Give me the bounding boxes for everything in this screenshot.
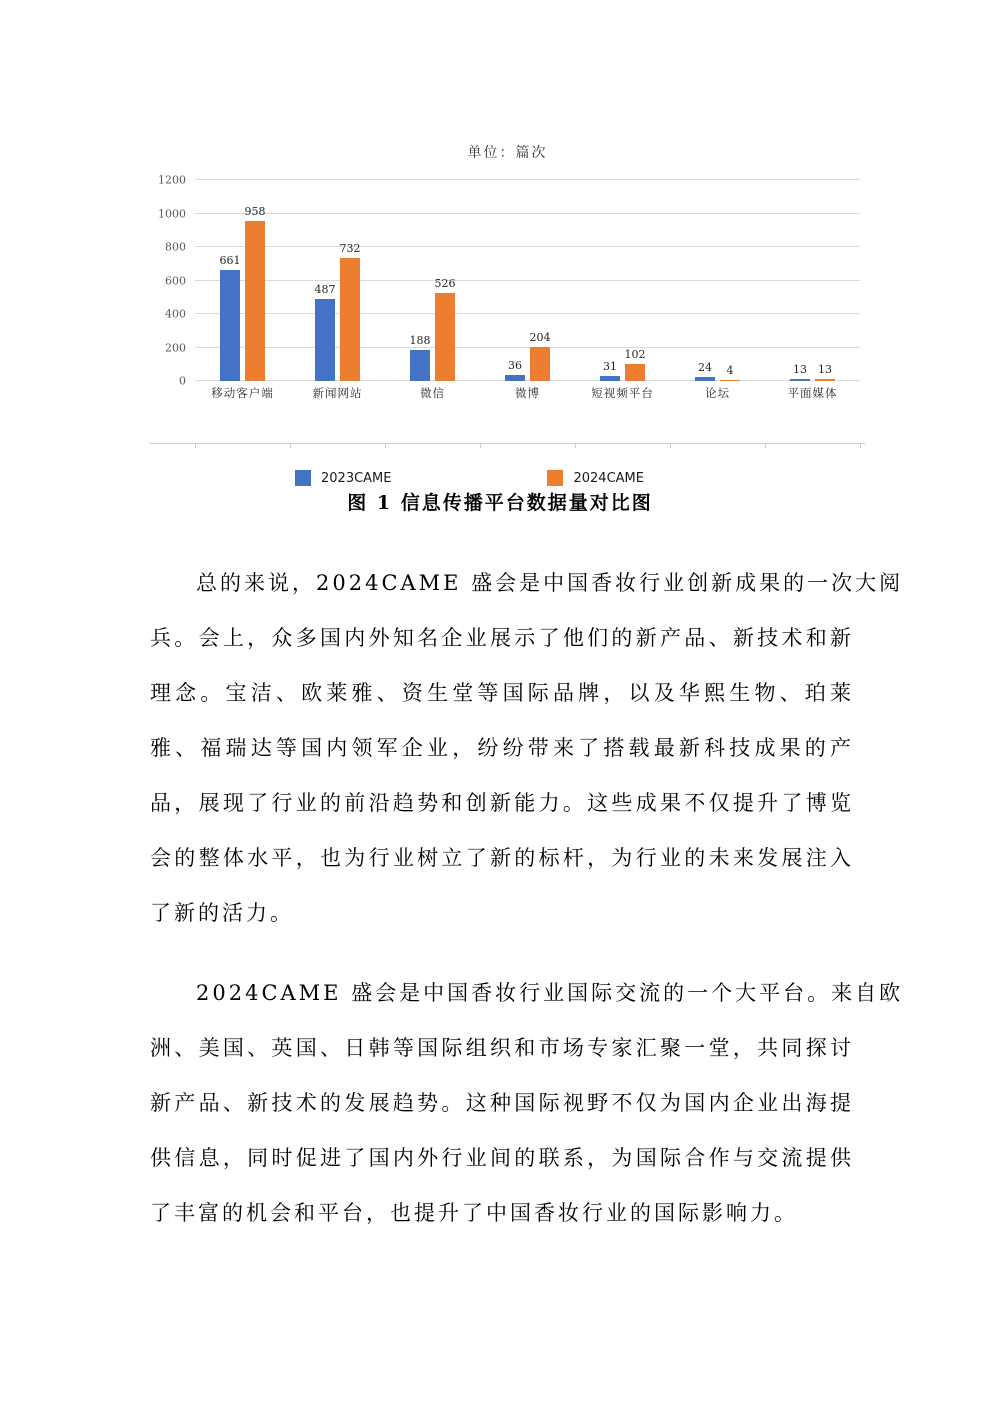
y-tick-label: 1000 (158, 207, 186, 220)
x-axis-tick (765, 443, 766, 448)
bar-value-label: 204 (529, 330, 551, 344)
bar-2023CAME (790, 362, 810, 381)
text-line: 了丰富的机会和平台，也提升了中国香妆行业的国际影响力。 (150, 1201, 798, 1225)
x-axis-tick (290, 443, 291, 448)
bar-value-label: 188 (409, 333, 431, 347)
legend-swatch (547, 470, 563, 486)
x-axis-label: 短视频平台 (591, 386, 654, 400)
x-axis-tick (670, 443, 671, 448)
bar-group (385, 180, 480, 381)
x-axis-tick (575, 443, 576, 448)
bar-2023CAME (314, 283, 336, 381)
y-axis (150, 173, 190, 388)
bar-value-label: 13 (793, 362, 807, 376)
bar-value-label: 102 (624, 347, 646, 361)
y-tick-label: 200 (165, 341, 186, 355)
bar-value-label: 526 (434, 276, 456, 290)
bar-2024CAME (244, 204, 266, 381)
bar-value-label: 4 (726, 364, 734, 378)
bar-value-label: 732 (339, 242, 361, 256)
bar-group (670, 180, 765, 381)
x-axis-tick (480, 443, 481, 448)
bar-2024CAME (434, 276, 456, 381)
y-tick-label: 400 (165, 307, 186, 321)
bar-value-label: 31 (603, 359, 617, 373)
bar-2023CAME (600, 359, 620, 381)
x-axis-label: 移动客户端 (211, 386, 274, 400)
text-line: 理念。宝洁、欧莱雅、资生堂等国际品牌，以及华熙生物、珀莱 (150, 681, 854, 705)
bar-2023CAME (695, 360, 715, 381)
plot-area (195, 180, 860, 381)
paragraph-1 (150, 556, 904, 941)
x-axis-label: 平面媒体 (787, 386, 838, 400)
text-line: 洲、美国、英国、日韩等国际组织和市场专家汇聚一堂，共同探讨 (150, 1036, 854, 1060)
text-line: 新产品、新技术的发展趋势。这种国际视野不仅为国内企业出海提 (150, 1091, 854, 1115)
bar-value-label: 24 (698, 360, 712, 374)
legend-label: 2023CAME (321, 470, 392, 486)
x-axis-label: 微博 (515, 386, 540, 400)
bar-value-label: 13 (818, 362, 832, 376)
legend-item-2023CAME (295, 470, 391, 486)
bar-group (480, 180, 575, 381)
x-axis-label: 论坛 (705, 386, 730, 400)
bar-value-label: 661 (219, 254, 241, 268)
bar-2024CAME (720, 364, 740, 381)
y-tick-label: 600 (165, 274, 186, 287)
bar-2024CAME (339, 242, 361, 381)
chart-legend (295, 470, 644, 486)
text-line: 2024CAME 盛会是中国香妆行业国际交流的一个大平台。来自欧 (196, 981, 904, 1005)
bar-groups (195, 180, 860, 381)
text-line: 了新的活力。 (150, 901, 294, 925)
x-axis-tick (385, 443, 386, 448)
text-line: 雅、福瑞达等国内领军企业，纷纷带来了搭载最新科技成果的产 (150, 736, 854, 760)
text-line: 供信息，同时促进了国内外行业间的联系，为国际合作与交流提供 (150, 1146, 854, 1170)
legend-item-2024CAME (547, 470, 643, 486)
text-line: 会的整体水平，也为行业树立了新的标杆，为行业的未来发展注入 (150, 846, 854, 870)
text-line: 品，展现了行业的前沿趋势和创新能力。这些成果不仅提升了博览 (150, 791, 854, 815)
y-tick-label: 1200 (158, 173, 186, 187)
bar-chart (150, 140, 865, 486)
paragraph-2 (150, 966, 904, 1241)
bar-2024CAME (624, 347, 646, 381)
bar-value-label: 958 (244, 204, 266, 218)
figure-caption: 图 1 信息传播平台数据量对比图 (347, 492, 653, 514)
x-axis-tick (860, 443, 861, 448)
x-axis-label: 微信 (420, 386, 445, 400)
y-tick-label: 800 (165, 240, 186, 254)
bar-2023CAME (409, 333, 431, 381)
x-axis-line (150, 443, 865, 444)
bar-group (290, 180, 385, 381)
legend-swatch (295, 470, 311, 486)
bar-2024CAME (529, 330, 551, 381)
x-axis-tick (195, 443, 196, 448)
legend-label: 2024CAME (573, 470, 644, 486)
bar-group (575, 180, 670, 381)
bar-group (195, 180, 290, 381)
bar-2024CAME (815, 362, 835, 381)
bar-2023CAME (505, 358, 525, 381)
bar-value-label: 487 (314, 283, 336, 297)
text-line: 兵。会上，众多国内外知名企业展示了他们的新产品、新技术和新 (150, 626, 854, 650)
text-line: 总的来说，2024CAME 盛会是中国香妆行业创新成果的一次大阅 (196, 571, 904, 595)
chart-title: 单位：篇次 (467, 145, 548, 161)
bar-2023CAME (219, 254, 241, 381)
y-tick-label: 0 (179, 374, 186, 388)
x-axis-label: 新闻网站 (312, 386, 363, 400)
x-axis-labels (195, 385, 860, 401)
bar-group (765, 180, 860, 381)
bar-value-label: 36 (508, 358, 522, 372)
